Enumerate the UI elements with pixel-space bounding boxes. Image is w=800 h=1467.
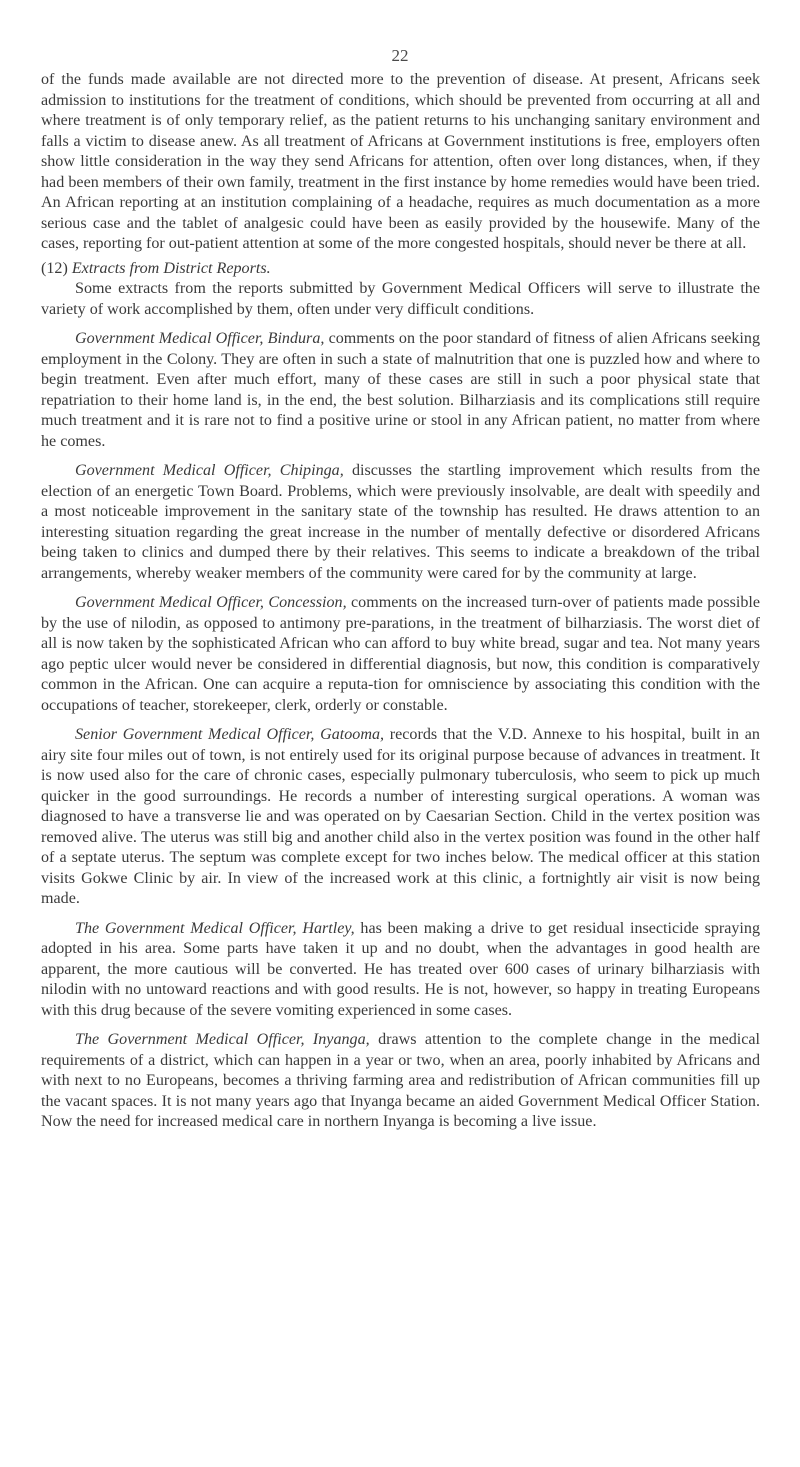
section-heading-number: (12) (41, 259, 68, 277)
report-text: draws attention to the complete change in the medical requirements of a district, which can happen in a year or two, when an area, poorly inhabited by Africans and with next to no Europeans, becomes a thriving farming area and redistribution of African communities fill up the vacant spaces. It is not many years ago that Inyanga became an aided Government Medical Officer Station. Now the need for increased medical care in northern Inyanga is becoming a live issue. (41, 1031, 760, 1130)
section-intro (41, 279, 760, 320)
report-lead: Government Medical Officer, Bindura, (75, 330, 325, 347)
opening-paragraph-text: of the funds made available are not directed more to the prevention of disease. At present, Africans seek admission to institutions for the treatment of conditions, which should be prevented from occurring at all and where treatment is of only temporary relief, as the patient returns to his unchanging sanitary environment and falls a victim to disease anew. As all treatment of Africans at Government institutions is free, employers often show little consideration in the way they send Africans for attention, often over long distances, when, if they had been members of their own family, treatment in the first instance by home remedies would have been tried. An African reporting at an institution complaining of a headache, requires as much documentation as a more serious case and the tablet of analgesic could have been as easily provided by the housewife. Many of the cases, reporting for out-patient attention at some of the more congested hospitals, should never be there at all. (41, 71, 760, 252)
report-lead: Government Medical Officer, Chipinga, (75, 462, 344, 479)
report-lead: Government Medical Officer, Concession, (75, 594, 347, 611)
report-lead: The Government Medical Officer, Hartley, (75, 919, 355, 937)
report-concession (41, 593, 760, 716)
opening-paragraph (41, 70, 760, 255)
report-bindura (41, 329, 760, 452)
section-intro-text: Some extracts from the reports submitted by Government Medical Officers will serve to illustrate the variety of work accomplished by them, often under very difficult conditions. (41, 280, 760, 318)
report-text: records that the V.D. Annexe to his hospital, built in an airy site four miles out of town, is not entirely used for its original purpose because of advances in treatment. It is now used also for the care of chronic cases, especially pulmonary tuberculosis, who seem to pick up much quicker in the good surroundings. He records a number of interesting surgical operations. A woman was diagnosed to have a transverse lie and was operated on by Caesarian Section. Child in the vertex position was removed alive. The uterus was still big and another child also in the vertex position was found in the other half of a septate uterus. The septum was complete except for two inches below. The medical officer at this station visits Gokwe Clinic by air. In view of the increased work at this clinic, a fortnightly air visit is now being made. (41, 726, 760, 907)
section-heading (41, 259, 760, 280)
report-lead: The Government Medical Officer, Inyanga, (75, 1031, 370, 1048)
report-text: discusses the startling improvement which results from the election of an energetic Town Board. Problems, which were previously insolvable, are dealt with speedily and a most noticeable improvement in the sanitary state of the township has resulted. He draws attention to an interesting situation regarding the great increase in the number of mentally defective or disordered Africans being taken to clinics and dumped there by their relatives. This seems to indicate a breakdown of the tribal arrangements, whereby weaker members of the community were cared for by the community at large. (41, 462, 760, 582)
section-heading-title: Extracts from District Reports. (71, 259, 271, 277)
report-text: has been making a drive to get residual insecticide spraying adopted in his area. Some parts have taken it up and no doubt, when the advantages in good health are apparent, the more cautious will be converted. He has treated over 600 cases of urinary bilharziasis with nilodin with no untoward reactions and with good results. He is not, however, so happy in treating Europeans with this drug because of the severe vomiting experienced in some cases. (41, 919, 760, 1019)
report-lead: Senior Government Medical Officer, Gatooma, (75, 726, 385, 743)
report-hartley (41, 919, 760, 1022)
report-text: comments on the poor standard of fitness of alien Africans seeking employment in the Colony. They are often in such a state of malnutrition that one is puzzled how and where to begin treatment. Even after much effort, many of these cases are still in such a poor physical state that repatriation to their home land is, in the end, the best solution. Bilharziasis and its complications still require much treatment and it is rare not to find a positive urine or stool in any African patient, no matter from where he comes. (41, 330, 760, 450)
report-text: comments on the increased turn-over of patients made possible by the use of nilodin, as opposed to antimony pre-parations, in the treatment of bilharziasis. The worst diet of all is now taken by the sophisticated African who can afford to buy white bread, sugar and tea. Not many years ago peptic ulcer would never be considered in differential diagnosis, but now, this condition is comparatively common in the African. One can acquire a reputa-tion for omniscience by associating this condition with the occupations of teacher, storekeeper, clerk, orderly or constable. (41, 594, 761, 714)
report-chipinga (41, 461, 760, 584)
page-number: 22 (391, 46, 409, 65)
report-gatooma (41, 725, 760, 910)
report-inyanga (41, 1030, 760, 1133)
